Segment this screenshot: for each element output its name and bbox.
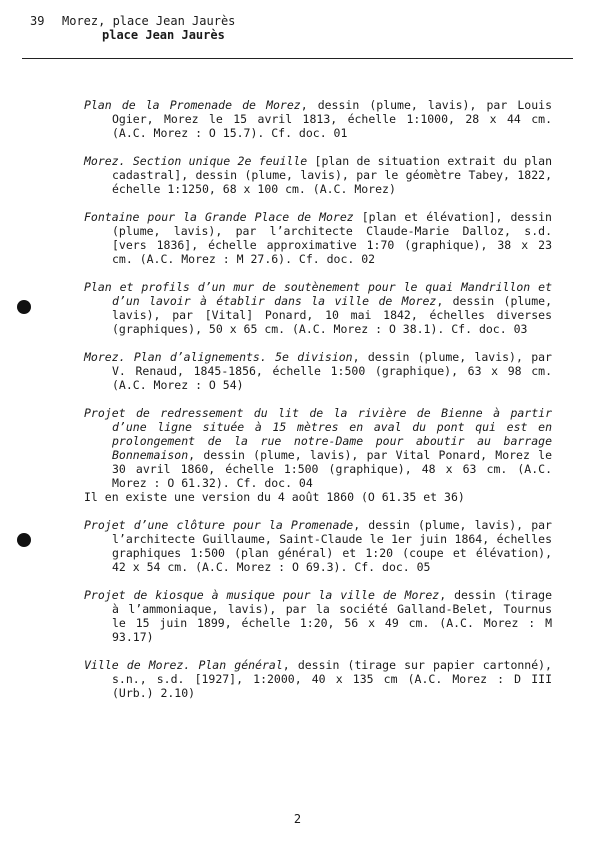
entry-text: , dessin (tirage à l’ammoniaque, lavis), par la société Galland-Belet, Tournus le 15 juin 1899, échelle 1:20, 56 x 49 cm. (A.C. Morez : M 93.17) xyxy=(112,588,553,644)
entry-note: Il en existe une version du 4 août 1860 (O 61.35 et 36) xyxy=(84,490,465,504)
entry-text: , dessin (tirage sur papier cartonné), s.n., s.d. [1927], 1:2000, 40 x 135 cm (A.C. Morez : D III (Urb.) 2.10) xyxy=(112,658,552,700)
entry-title: Projet d’une clôture pour la Promenade xyxy=(84,518,354,532)
section-number: 39 xyxy=(30,14,45,28)
document-entry xyxy=(84,406,552,504)
entry-title: Projet de kiosque à musique pour la ville de Morez xyxy=(84,588,440,602)
document-entry xyxy=(84,658,552,700)
entry-text: , dessin (plume, lavis), par l’architecte Guillaume, Saint-Claude le 1er juin 1864, échelles graphiques 1:500 (plan général) et 1:20 (coupe et élévation), 42 x 54 cm. (A.C. Morez : O 69.3). Cf. doc. 05 xyxy=(112,518,552,574)
document-entry xyxy=(84,280,552,336)
document-entry xyxy=(84,350,552,392)
section-subtitle: place Jean Jaurès xyxy=(102,28,225,42)
page-number: 2 xyxy=(293,812,302,826)
margin-bullet-dot xyxy=(17,300,31,314)
document-entry xyxy=(84,210,552,266)
document-list xyxy=(84,98,552,714)
entry-title: Projet de redressement du lit de la rivière de Bienne à partir d’une ligne située à 15 mètres en aval du pont qui est en prolongement de la rue notre-Dame pour aboutir au barrage Bonnemaison xyxy=(84,406,552,462)
section-title: Morez, place Jean Jaurès xyxy=(62,14,236,28)
entry-text: , dessin (plume, lavis), par Louis Ogier, Morez le 15 avril 1813, échelle 1:1000, 28 x 44 cm. (A.C. Morez : O 15.7). Cf. doc. 01 xyxy=(112,98,552,140)
entry-title: Ville de Morez. Plan général xyxy=(84,658,283,672)
document-entry xyxy=(84,518,552,574)
document-entry xyxy=(84,98,552,140)
entry-title: Plan de la Promenade de Morez xyxy=(84,98,301,112)
document-entry xyxy=(84,154,552,196)
entry-title: Plan et profils d’un mur de soutènement pour le quai Mandrillon et d’un lavoir à établir dans la ville de Morez xyxy=(84,280,552,308)
entry-title: Fontaine pour la Grande Place de Morez xyxy=(84,210,354,224)
entry-text: , dessin (plume, lavis), par V. Renaud, 1845-1856, échelle 1:500 (graphique), 63 x 98 cm. (A.C. Morez : O 54) xyxy=(112,350,552,392)
header-rule xyxy=(22,58,573,59)
document-entry xyxy=(84,588,552,644)
entry-text: , dessin (plume, lavis), par [Vital] Ponard, 10 mai 1842, échelles diverses (graphiques), 50 x 65 cm. (A.C. Morez : O 38.1). Cf. doc. 03 xyxy=(112,294,553,336)
margin-bullet-dot xyxy=(17,533,31,547)
page-header xyxy=(30,14,236,42)
entry-text: [plan et élévation], dessin (plume, lavis), par l’architecte Claude-Marie Dalloz, s.d. [vers 1836], échelle approximative 1:70 (graphique), 38 x 23 cm. (A.C. Morez : M 27.6). Cf. doc. 02 xyxy=(112,210,552,266)
entry-title: Morez. Section unique 2e feuille xyxy=(84,154,308,168)
entry-text: , dessin (plume, lavis), par Vital Ponard, Morez le 30 avril 1860, échelle 1:500 (graphique), 48 x 63 cm. (A.C. Morez : O 61.32). Cf. doc. 04 xyxy=(112,448,552,490)
entry-title: Morez. Plan d’alignements. 5e division xyxy=(84,350,353,364)
entry-text: [plan de situation extrait du plan cadastral], dessin (plume, lavis), par le géomètre Tabey, 1822, échelle 1:1250, 68 x 100 cm. (A.C. Morez) xyxy=(112,154,552,196)
